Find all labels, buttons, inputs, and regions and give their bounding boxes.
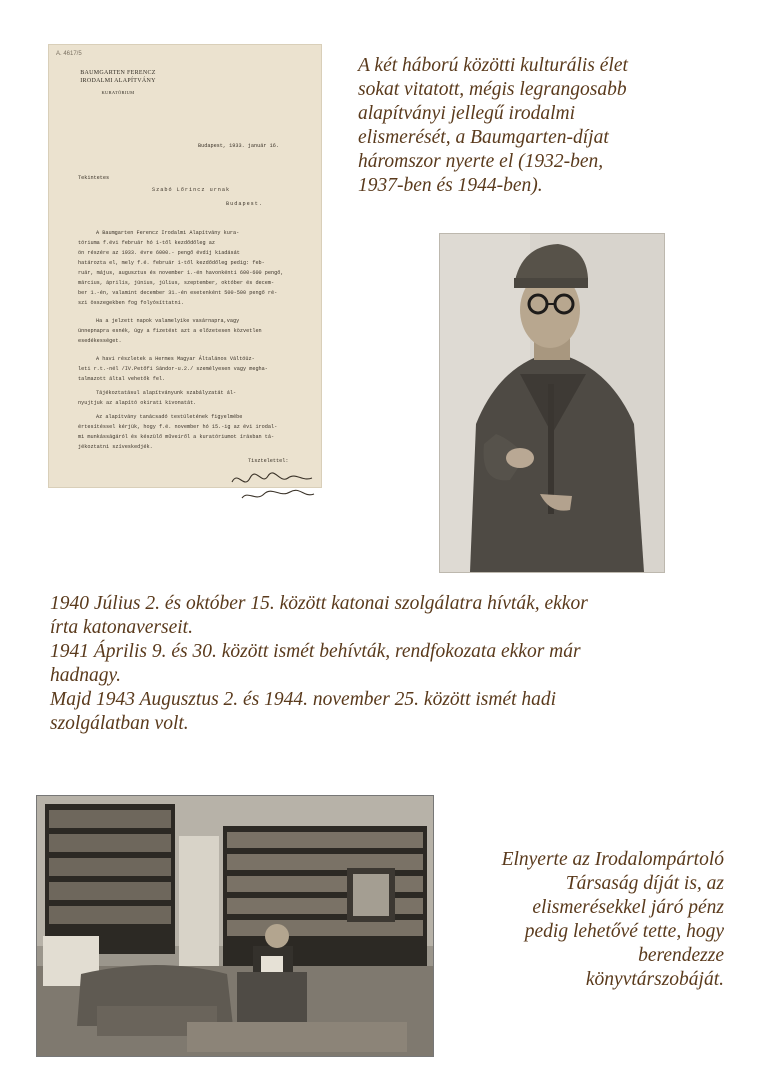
caption-line: Társaság díját is, az <box>565 873 724 894</box>
caption-line: háromszor nyerte el (1932-ben, <box>358 151 604 172</box>
letter-body-line: ber 1.-én, valamint december 31.-én esetenként 500-500 pengő ré- <box>78 290 278 296</box>
letter-body-line: március, április, június, július, szeptember, október és decem- <box>78 280 275 286</box>
letter-body-line: tóriuma f.évi február hó 1-től kezdődőleg az <box>78 240 215 246</box>
library-photo <box>36 795 434 1057</box>
caption-line: Elnyerte az Irodalompártoló <box>501 849 724 870</box>
library-caption <box>502 848 724 992</box>
letter-body-line: talmazott által vehetők fel. <box>78 376 166 382</box>
letter-body-line: A Baumgarten Ferencz Irodalmi Alapítvány kura- <box>96 230 240 236</box>
letter-closing: Tisztelettel: <box>248 458 289 464</box>
letter-body-line: ünnepnapra esnék, úgy a fizetést azt a előzetesen közvetlen <box>78 328 262 334</box>
caption-line: berendezze <box>638 945 724 966</box>
caption-line: pedig lehetővé tette, hogy <box>524 921 724 942</box>
letter-body-line: ruár, május, augusztus és november 1.-én havonkénti 600-600 pengő, <box>78 270 284 276</box>
signature-drawing <box>228 468 318 504</box>
caption-line: 1941 Április 9. és 30. között ismét behívták, rendfokozata ekkor már <box>50 641 581 662</box>
caption-line: Majd 1943 Augusztus 2. és 1944. november 25. között ismét hadi <box>50 689 557 710</box>
caption-line: szolgálatban volt. <box>50 713 189 734</box>
letter-body-line: jékoztatni szíveskedjék. <box>78 444 153 450</box>
letter-body-line: értesítéssel kérjük, hogy f.é. november hó 15.-ig az évi irodal- <box>78 424 278 430</box>
letter-header-line: BAUMGARTEN FERENCZ <box>80 70 156 76</box>
caption-line: írta katonaverseit. <box>50 617 193 638</box>
caption-line: A két háború közötti kulturális élet <box>358 55 628 76</box>
portrait-photo <box>439 233 665 573</box>
letter-body-line: Tájékoztatásul alapítványunk szabályzatát ál- <box>96 390 237 396</box>
letter-body-line: nyujtjuk az alapító okirati kivonatát. <box>78 400 197 406</box>
soldier-portrait-illustration <box>440 234 664 572</box>
pencil-note: A. 4617/5 <box>56 51 82 57</box>
intro-caption <box>358 54 628 198</box>
caption-line: 1937-ben és 1944-ben). <box>358 175 543 196</box>
caption-line: könyvtárszobáját. <box>585 969 724 990</box>
letter-salutation: Tekintetes <box>78 175 110 181</box>
library-room-illustration <box>37 796 433 1056</box>
caption-line: 1940 Július 2. és október 15. között katonai szolgálatra hívták, ekkor <box>50 593 588 614</box>
letter-body-line: mi munkásságáról és készülő műveiről a kuratóriumot írásban tá- <box>78 434 275 440</box>
letter-body-line: Ha a jelzett napok valamelyike vasárnapra,vagy <box>96 318 240 324</box>
letter-body-line: Az alapítvány tanácsadó testületének figyelmébe <box>96 414 243 420</box>
letter-body-line: A havi részletek a Hermes Magyar Általános Váltóüz- <box>96 356 255 362</box>
letter-recipient-city: Budapest. <box>226 201 264 207</box>
letter-body-line: esedékességet. <box>78 338 122 344</box>
letter-header-line: KURATÓRIUM <box>101 90 135 95</box>
letter-body-line: ön részére az 1933. évre 6000.- pengő évdíj kiadását <box>78 250 240 256</box>
letter-body-line: leti r.t.-nél /IV.Petőfi Sándor-u.2./ személyesen vagy megha- <box>78 366 268 372</box>
caption-line: elismerésekkel járó pénz <box>532 897 724 918</box>
baumgarten-letter-image <box>48 44 322 488</box>
letter-body-line: határozta el, mely f.é. február 1-től kezdődőleg pedig: feb- <box>78 260 265 266</box>
letter-place-date: Budapest, 1933. január 16. <box>198 143 279 149</box>
letter-header-line: IRODALMI ALAPÍTVÁNY <box>80 78 156 84</box>
caption-line: alapítványi jellegű irodalmi <box>358 103 575 124</box>
caption-line: sokat vitatott, mégis legrangosabb <box>358 79 627 100</box>
caption-line: hadnagy. <box>50 665 121 686</box>
letter-recipient: Szabó Lőrincz urnak <box>152 187 231 193</box>
letter-body-line: szi összegekben fog folyósíttatni. <box>78 300 184 306</box>
caption-line: elismerését, a Baumgarten-díjat <box>358 127 609 148</box>
service-caption <box>50 592 588 736</box>
